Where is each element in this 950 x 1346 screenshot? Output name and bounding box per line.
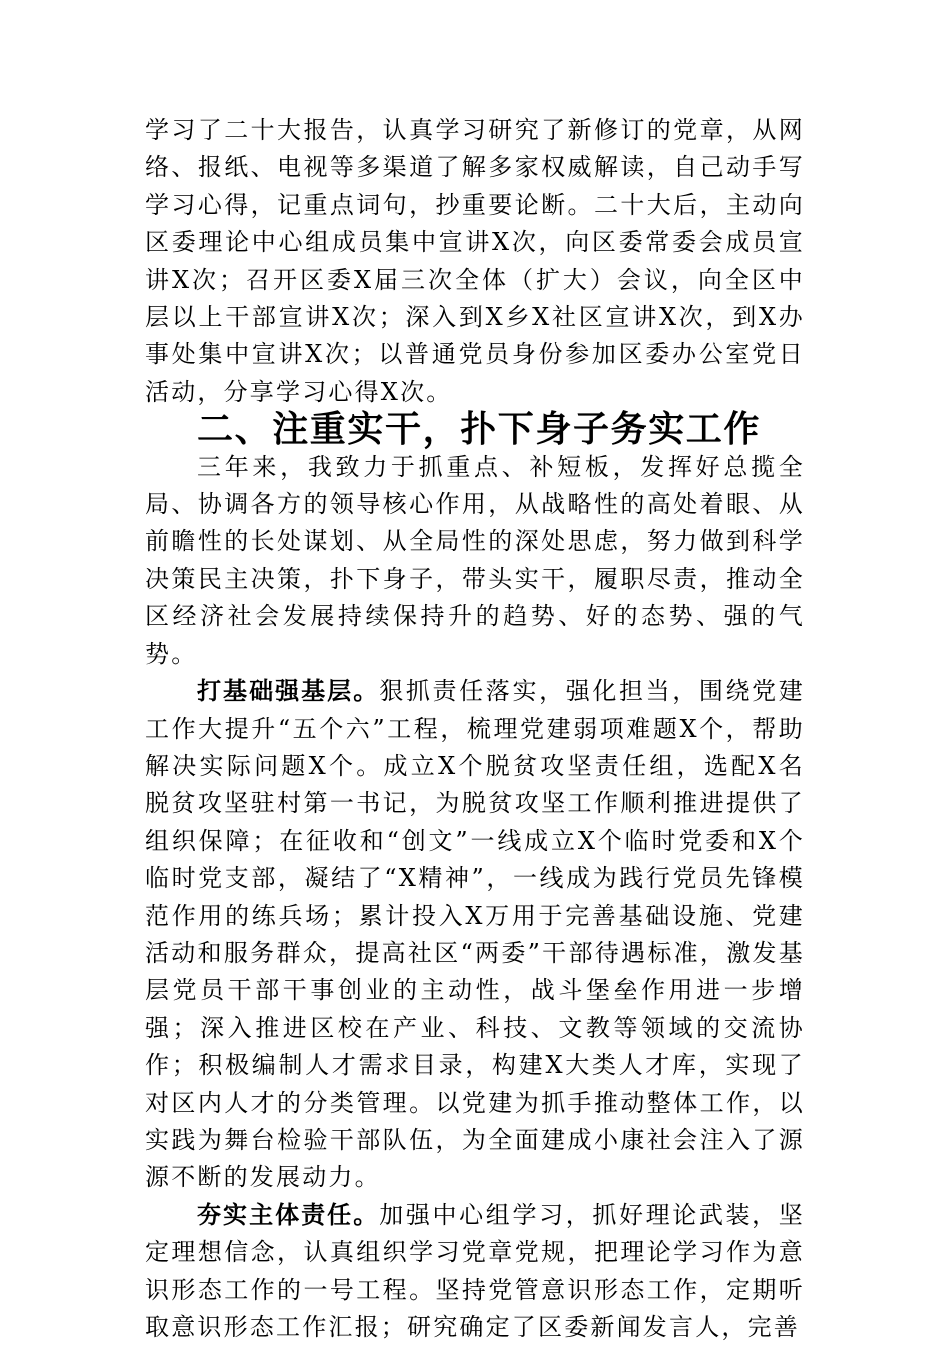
document-body xyxy=(145,112,805,1346)
paragraph-main-responsibility xyxy=(145,1197,805,1346)
paragraph-lead-main-responsibility: 夯实主体责任。 xyxy=(197,1200,380,1229)
paragraph-strengthen-grassroots xyxy=(145,673,805,1197)
section-heading-practical-work: 二、注重实干，扑下身子务实工作 xyxy=(197,409,762,451)
paragraph-continued-study: 学习了二十大报告，认真学习研究了新修订的党章，从网络、报纸、电视等多渠道了解多家权威解读，自己动手写学习心得，记重点词句，抄重要论断。二十大后，主动向区委理论中心组成员集中宣讲X次，向区委常委会成员宣讲X次；召开区委X届三次全体（扩大）会议，向全区中层以上干部宣讲X次；深入到X乡X社区宣讲X次，到X办事处集中宣讲X次；以普通党员身份参加区委办公室党日活动，分享学习心得X次。 xyxy=(145,116,805,406)
paragraph-lead-strengthen-grassroots: 打基础强基层。 xyxy=(197,677,380,706)
paragraph-body-main-responsibility: 加强中心组学习，抓好理论武装，坚定理想信念，认真组织学习党章党规，把理论学习作为意识形态工作的一号工程。坚持党管意识形态工作，定期听取意识形态工作汇报；研究确定了区委新闻发言人，完善 xyxy=(145,1200,806,1341)
paragraph-body-strengthen-grassroots: 狠抓责任落实，强化担当，围绕党建工作大提升“五个六”工程，梳理党建弱项难题X个，帮助解决实际问题X个。成立X个脱贫攻坚责任组，选配X名脱贫攻坚驻村第一书记，为脱贫攻坚工作顺利推进提供了组织保障；在征收和“创文”一线成立X个临时党委和X个临时党支部，凝结了“X精神”，一线成为践行党员先锋模范作用的练兵场；累计投入X万用于完善基础设施、党建活动和服务群众，提高社区“两委”干部待遇标准，激发基层党员干部干事创业的主动性，战斗堡垒作用进一步增强；深入推进区校在产业、科技、文教等领域的交流协作；积极编制人才需求目录，构建X大类人才库，实现了对区内人才的分类管理。以党建为抓手推动整体工作，以实践为舞台检验干部队伍，为全面建成小康社会注入了源源不断的发展动力。 xyxy=(145,677,806,1192)
paragraph-three-years: 三年来，我致力于抓重点、补短板，发挥好总揽全局、协调各方的领导核心作用，从战略性的高处着眼、从前瞻性的长处谋划、从全局性的深处思虑，努力做到科学决策民主决策，扑下身子，带头实干，履职尽责，推动全区经济社会发展持续保持升的趋势、好的态势、强的气势。 xyxy=(145,452,805,668)
